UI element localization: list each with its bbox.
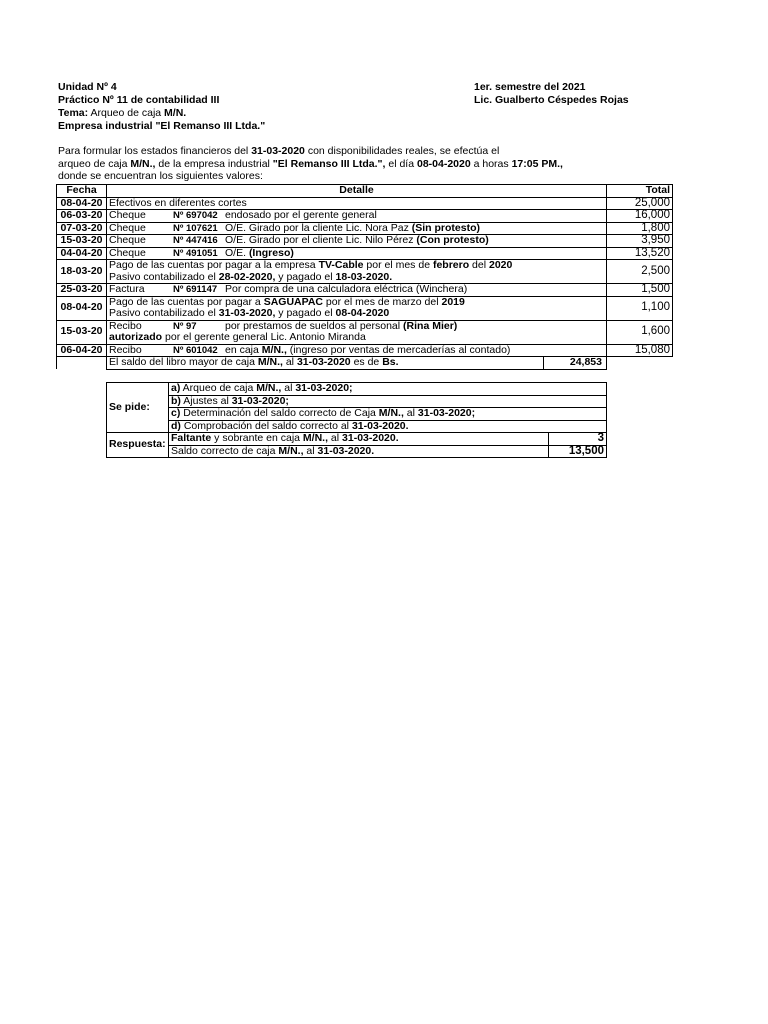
intro-line-1 [58, 145, 563, 158]
row-total: 1,600 [607, 320, 673, 344]
doc-number: Nº 447416 [173, 235, 218, 246]
balance-row [57, 357, 673, 370]
answer-text: y sobrante en caja [211, 432, 303, 444]
answer-text: al [303, 444, 318, 457]
header-fecha: Fecha [57, 185, 107, 198]
intro-bold: 08-04-2020 [416, 157, 471, 170]
table-row [57, 296, 673, 320]
balance-bold: 31-03-2020 [296, 356, 351, 368]
detail-text: por el gerente general Lic. Antonio Miranda [162, 331, 366, 343]
intro-text: de la empresa industrial [155, 157, 273, 170]
doc-desc-bold: M/N., [261, 343, 287, 356]
semester: 1er. semestre del 2021 [474, 81, 586, 93]
detail-text: Pago de las cuentas por pagar a [109, 295, 264, 308]
table-row [57, 222, 673, 235]
row-date: 04-04-20 [57, 247, 107, 260]
row-total: 1,800 [607, 222, 673, 235]
task-b [169, 395, 607, 408]
intro-text: arqueo de caja [58, 157, 131, 170]
table-row [57, 197, 673, 210]
detail-text: por el mes de [363, 259, 433, 271]
answer-bold: 31-03-2020. [317, 444, 375, 457]
empty-cell [57, 357, 107, 370]
row-date: 08-04-20 [57, 296, 107, 320]
task-row [107, 408, 607, 421]
intro-text: a horas [470, 157, 512, 170]
row-detail [107, 235, 607, 248]
task-a [169, 383, 607, 396]
answer-label: Respuesta: [107, 433, 169, 458]
doc-type: Cheque [109, 246, 146, 259]
row-date: 15-03-20 [57, 320, 107, 344]
doc-desc: en caja [225, 343, 262, 356]
intro-text: el día [385, 157, 417, 170]
answer-2 [169, 445, 549, 458]
doc-type: Cheque [109, 209, 146, 221]
doc-number: Nº 601042 [173, 344, 218, 356]
answer-bold: M/N., [278, 444, 304, 457]
task-bold: 31-03-2020; [295, 382, 353, 394]
row-total: 15,080 [607, 344, 673, 357]
table-row [57, 260, 673, 284]
answer-row [107, 445, 607, 458]
detail-text: por el mes de marzo del [323, 295, 442, 308]
task-key: a) [171, 382, 181, 394]
header-total: Total [607, 185, 673, 198]
row-date: 15-03-20 [57, 235, 107, 248]
answer-text: al [328, 432, 343, 444]
doc-desc: (ingreso por ventas de mercaderías al contado) [286, 343, 511, 356]
doc-desc-bold: (Con protesto) [416, 234, 489, 246]
doc-type: Factura [109, 283, 145, 295]
row-total: 13,520 [607, 247, 673, 260]
balance-bold: Bs. [382, 356, 399, 368]
table-header-row [57, 185, 673, 198]
header-left [58, 81, 265, 133]
task-text: Comprobación del saldo correcto al [180, 419, 352, 432]
tasks-label: Se pide: [107, 383, 169, 433]
detail-text: Pago de las cuentas por pagar a la empresa [109, 259, 319, 271]
row-date: 06-04-20 [57, 344, 107, 357]
task-text: Arqueo de caja [180, 382, 257, 394]
doc-type: Cheque [109, 234, 146, 246]
tasks-table [106, 382, 607, 458]
balance-detail [107, 357, 607, 370]
detail-text: Pasivo contabilizado el [109, 307, 219, 319]
detail-text: del [469, 259, 489, 271]
intro-bold: "El Remanso III Ltda.", [272, 157, 386, 170]
row-total: 25,000 [607, 197, 673, 210]
doc-desc-bold: (Sin protesto) [411, 221, 480, 234]
intro-bold: M/N., [130, 157, 156, 170]
answer-1-value: 3 [549, 433, 607, 446]
task-bold: M/N., [378, 407, 404, 419]
detail-line [109, 272, 604, 284]
row-total: 1,100 [607, 296, 673, 320]
doc-desc: por prestamos de sueldos al personal [225, 319, 404, 332]
detail-text: y pagado el [275, 307, 336, 319]
detail-bold: SAGUAPAC [263, 295, 324, 308]
row-detail [107, 344, 607, 357]
row-date: 06-03-20 [57, 210, 107, 223]
task-key: b) [171, 394, 181, 407]
doc-desc-bold: (Ingreso) [248, 246, 294, 259]
task-key: d) [171, 419, 181, 432]
row-date: 08-04-20 [57, 197, 107, 210]
topic-line [58, 107, 265, 120]
header-right [474, 81, 629, 107]
row-total: 3,950 [607, 235, 673, 248]
doc-number: Nº 97 [173, 320, 197, 332]
intro-text: con disponibilidades reales, se efectúa el [304, 145, 500, 157]
doc-number: Nº 697042 [173, 210, 218, 221]
table-row [57, 344, 673, 357]
row-detail [107, 210, 607, 223]
task-key: c) [171, 407, 181, 419]
table-row [57, 320, 673, 344]
doc-type: Recibo [109, 319, 142, 332]
doc-desc: O/E. Girado por el cliente Lic. Nilo Pérez [225, 234, 417, 246]
row-date: 18-03-20 [57, 260, 107, 284]
table-row [57, 235, 673, 248]
detail-bold: 08-04-2020 [335, 307, 390, 319]
doc-desc: endosado por el gerente general [225, 209, 377, 221]
row-detail [107, 222, 607, 235]
table-row [57, 210, 673, 223]
task-bold: 31-03-2020. [351, 419, 409, 432]
practice-title: Práctico Nº 11 de contabilidad III [58, 94, 220, 106]
detail-line [109, 308, 604, 320]
doc-desc: O/E. Girado por la cliente Lic. Nora Paz [225, 221, 412, 234]
task-text: Determinación del saldo correcto de Caja [180, 407, 379, 419]
balance-text: El saldo del libro mayor de caja [109, 356, 258, 368]
intro-bold: 17:05 PM., [511, 157, 563, 170]
unit-title: Unidad Nº 4 [58, 81, 117, 93]
detail-bold: 31-03-2020, [218, 307, 276, 319]
task-c [169, 408, 607, 421]
doc-desc: Por compra de una calculadora eléctrica (Winchera) [225, 283, 468, 295]
balance-bold: M/N., [257, 356, 283, 368]
table-row [57, 247, 673, 260]
row-detail [107, 247, 607, 260]
doc-desc: O/E. [225, 246, 249, 259]
topic-text: Arqueo de caja [88, 107, 165, 119]
doc-number: Nº 691147 [173, 284, 218, 295]
doc-type: Recibo [109, 343, 142, 356]
intro-paragraph [58, 145, 563, 183]
row-date: 25-03-20 [57, 284, 107, 297]
detail-bold: TV-Cable [318, 259, 364, 271]
row-detail [107, 284, 607, 297]
task-text: Ajustes al [180, 394, 232, 407]
intro-line-3: donde se encuentran los siguientes valores: [58, 170, 263, 182]
task-bold: M/N., [256, 382, 282, 394]
topic-bold: M/N. [164, 107, 187, 119]
answer-1 [169, 433, 549, 446]
doc-desc-bold: (Rina Mier) [403, 319, 458, 332]
row-detail [107, 320, 607, 344]
answer-text: Saldo correcto de caja [171, 444, 279, 457]
professor: Lic. Gualberto Céspedes Rojas [474, 94, 629, 106]
task-bold: 31-03-2020; [417, 407, 476, 419]
detail-bold: 2020 [489, 259, 513, 271]
answer-bold: M/N., [302, 432, 328, 444]
company-name: Empresa industrial "El Remanso III Ltda." [58, 120, 266, 132]
row-detail [107, 296, 607, 320]
detail-bold: febrero [432, 259, 470, 271]
doc-type: Cheque [109, 221, 146, 234]
row-total: 1,500 [607, 284, 673, 297]
balance-value: 24,853 [543, 356, 607, 370]
doc-number: Nº 107621 [173, 222, 218, 234]
row-date: 07-03-20 [57, 222, 107, 235]
doc-number: Nº 491051 [173, 247, 218, 259]
table-row [57, 284, 673, 297]
row-total: 2,500 [607, 260, 673, 284]
empty-cell [607, 357, 673, 370]
task-text: al [281, 382, 296, 394]
detail-text: y pagado el [275, 270, 336, 283]
balance-text: al [282, 356, 297, 368]
task-bold: 31-03-2020; [231, 394, 289, 407]
answer-2-value: 13,500 [549, 445, 607, 458]
task-d [169, 420, 607, 433]
detail-bold: 18-03-2020. [335, 270, 393, 283]
answer-bold: Faltante [171, 432, 212, 444]
answer-bold: 31-03-2020. [342, 432, 399, 444]
intro-text: Para formular los estados financieros del [58, 145, 252, 157]
task-row [107, 420, 607, 433]
row-total: 16,000 [607, 210, 673, 223]
detail-bold: 28-02-2020, [218, 270, 276, 283]
row-detail: Efectivos en diferentes cortes [107, 197, 607, 210]
intro-line-2 [58, 158, 563, 171]
row-detail [107, 260, 607, 284]
answer-row [107, 433, 607, 446]
task-row [107, 395, 607, 408]
detail-text: Pasivo contabilizado el [109, 270, 219, 283]
detail-line [109, 332, 604, 344]
task-text: al [403, 407, 418, 419]
detail-bold: 2019 [441, 295, 465, 308]
detail-bold: autorizado [109, 331, 163, 343]
topic-label: Tema: [58, 107, 89, 119]
values-table [56, 184, 673, 370]
intro-bold: 31-03-2020 [251, 145, 305, 157]
header-detalle: Detalle [107, 185, 607, 198]
balance-text: es de [350, 356, 383, 368]
task-row [107, 383, 607, 396]
